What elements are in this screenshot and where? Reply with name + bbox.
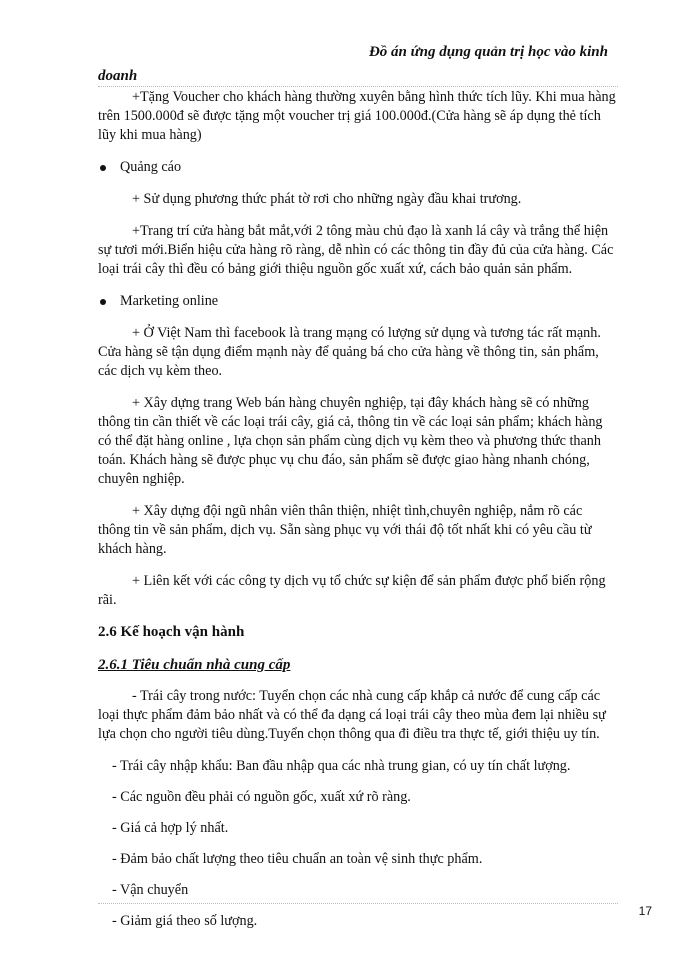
bullet-text: Marketing online bbox=[120, 293, 219, 309]
page-number: 17 bbox=[638, 904, 652, 918]
bullet-item bbox=[98, 292, 618, 311]
paragraph: +Trang trí cửa hàng bắt mắt,với 2 tông màu chủ đạo là xanh lá cây và trắng thể hiện sự tươi mới.Biển hiệu cửa hàng rõ ràng, dễ nhìn có các thông tin đầy đủ của cửa hàng. Các loại trái cây thì đều có bảng giới thiệu nguồn gốc xuất xứ, cách bảo quản sản phẩm. bbox=[98, 223, 614, 277]
bullet-dot-icon bbox=[100, 299, 106, 305]
paragraph: + Xây dựng trang Web bán hàng chuyên nghiệp, tại đây khách hàng sẽ có những thông tin cần thiết về các loại trái cây, giá cả, thông tin về các loại sản phẩm; khách hàng có thể đặt hàng online , lựa chọn sản phẩm cùng dịch vụ kèm theo và phương thức thanh toán. Khách hàng sẽ được phục vụ chu đáo, sản phẩm sẽ được giao hàng nhanh chóng, chuyên nghiệp. bbox=[98, 395, 603, 487]
bullet-dot-icon bbox=[100, 165, 106, 171]
dash-list-item: - Đảm bảo chất lượng theo tiêu chuẩn an toàn vệ sinh thực phẩm. bbox=[112, 851, 483, 867]
paragraph: + Xây dựng đội ngũ nhân viên thân thiện, nhiệt tình,chuyên nghiệp, nắm rõ các thông tin về sản phẩm, dịch vụ. Sẵn sàng phục vụ với thái độ tốt nhất khi có yêu cầu từ khách hàng. bbox=[98, 503, 592, 557]
header-title-line-2: doanh bbox=[98, 68, 138, 84]
page-header bbox=[98, 40, 618, 88]
bullet-text: Quảng cáo bbox=[120, 159, 182, 175]
paragraph: +Tặng Voucher cho khách hàng thường xuyên bằng hình thức tích lũy. Khi mua hàng trên 1500.000đ sẽ được tặng một voucher trị giá 100.000đ.(Cửa hàng sẽ áp dụng thẻ tích lũy khi mua hàng) bbox=[98, 89, 616, 143]
section-heading: 2.6 Kế hoạch vận hành bbox=[98, 624, 245, 640]
dash-list-item: - Giá cả hợp lý nhất. bbox=[112, 820, 229, 836]
header-title-line-1: Đồ án ứng dụng quản trị học vào kinh bbox=[368, 44, 608, 60]
bullet-item bbox=[98, 158, 618, 177]
header-divider bbox=[98, 86, 618, 87]
paragraph: + Sử dụng phương thức phát tờ rơi cho những ngày đầu khai trương. bbox=[132, 191, 522, 207]
dash-list-item: - Trái cây nhập khẩu: Ban đầu nhập qua các nhà trung gian, có uy tín chất lượng. bbox=[112, 758, 571, 774]
dash-list-item: - Vận chuyển bbox=[112, 882, 189, 898]
dash-list-item: - Các nguồn đều phải có nguồn gốc, xuất xứ rõ ràng. bbox=[112, 789, 411, 805]
paragraph: + Liên kết với các công ty dịch vụ tổ chức sự kiện để sản phẩm được phổ biến rộng rãi. bbox=[98, 573, 606, 608]
paragraph: - Trái cây trong nước: Tuyển chọn các nhà cung cấp khắp cả nước để cung cấp các loại thực phẩm đảm bảo nhất và có thể đa dạng cá loại trái cây theo mùa đem lại nhiều sự lựa chọn cho người tiêu dùng.Tuyển chọn thông qua đi điều tra thực tế, giới thiệu uy tín. bbox=[98, 688, 606, 742]
footer-divider bbox=[98, 903, 618, 904]
dash-list-item: - Giảm giá theo số lượng. bbox=[112, 913, 258, 929]
page-body bbox=[98, 88, 618, 943]
subsection-heading: 2.6.1 Tiêu chuẩn nhà cung cấp bbox=[98, 657, 291, 673]
paragraph: + Ở Việt Nam thì facebook là trang mạng có lượng sử dụng và tương tác rất mạnh. Cửa hàng sẽ tận dụng điểm mạnh này để quảng bá cho cửa hàng về thông tin, sản phẩm, các dịch vụ kèm theo. bbox=[98, 325, 601, 379]
